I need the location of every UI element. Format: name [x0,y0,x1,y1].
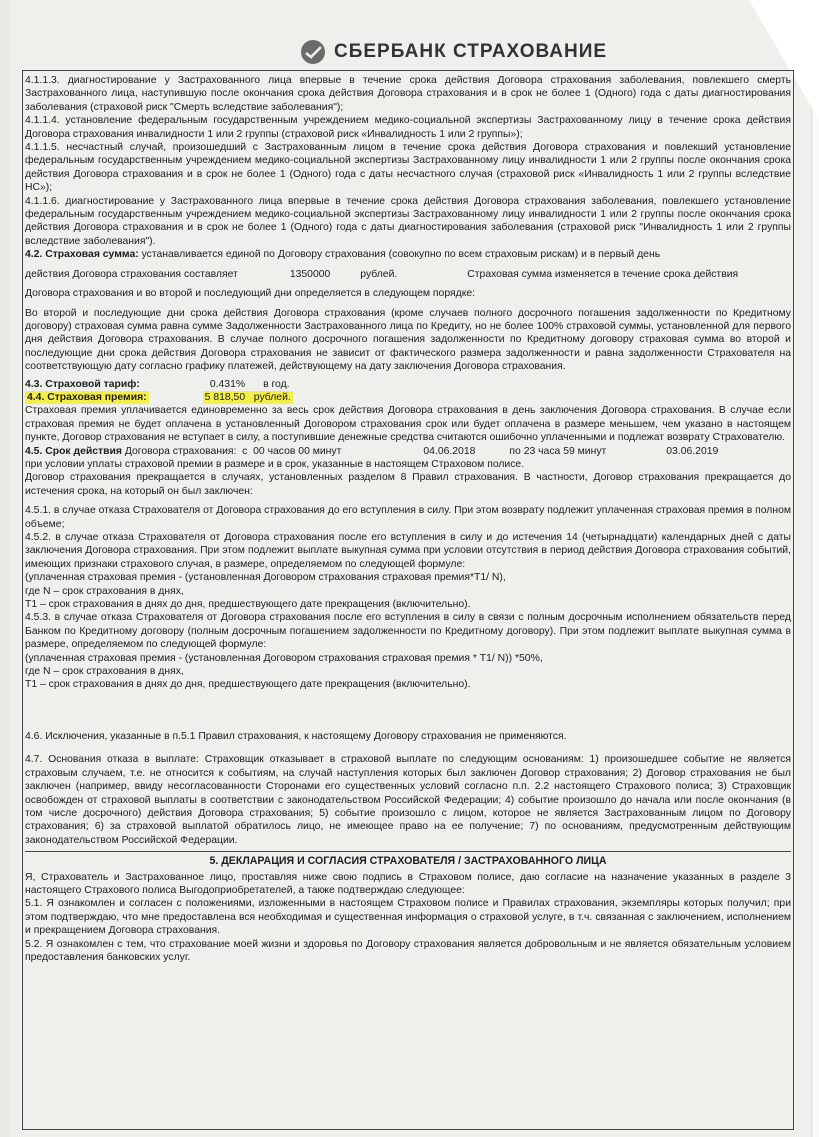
term-from-date: 04.06.2018 [423,445,476,457]
clause-4116: 4.1.1.6. диагностирование у Застрахованного лица впервые в течение срока действия Договора страхования заболевания, повлекшего установление федеральным государственным учреждением медико-социальной экспертизы Застрахованному лицу инвалидности 1 или 2 группы после окончания срока действия Договора страхования и в срок не более 1 (Одного) года с даты диагностирования заболевания (страховой риск "Инвалидность 1 или 2 группы вследствие заболевания"). [25,195,791,247]
sum-intro-line [25,248,791,261]
formula-2-n: где N – срок страхования в днях, [25,666,184,678]
term-to-prefix: по 23 часа 59 минут [509,445,607,457]
sum-line2-a: действия Договора страхования составляет [25,268,238,280]
sum-amount: 1350000 [289,268,331,280]
tariff-line [25,378,791,391]
term-to-date: 03.06.2019 [666,445,719,457]
formula-1-n: где N – срок страхования в днях, [25,585,184,597]
term-label: 4.5. Срок действия [25,445,122,457]
clause-4113: 4.1.1.3. диагностирование у Застрахованного лица впервые в течение срока действия Договора страхования заболевания, повлекшего смерть Застрахованного лица, наступившую после окончания срока действия Договора страхования и в срок не более 1 (Одного) года с даты диагностирования заболевания (страховой риск "Смерть вследствие заболевания"); [25,75,791,113]
formula-1: (уплаченная страховая премия - (установленная Договором страхования страховая премия*T1/ N), [25,572,506,584]
section5-intro: Я, Страхователь и Застрахованное лицо, проставляя ниже свою подпись в Страховом полисе, даю согласие на назначение указанных в разделе 3 настоящего Страхового полиса Выгодоприобретателей, а также подтверждаю следующее: [25,871,791,896]
sum-paragraph: Во второй и последующие дни срока действия Договора страхования (кроме случаев полного досрочного погашения задолженности по Кредитному договору) страховая сумма равна сумме Задолженности Застрахованного лица по Кредиту, но не более 100% страховой суммы, установленной для первого дня действия Договора страхования. В случае полного досрочного погашения задолженности по Кредитному договору страховая сумма во второй и последующие дни срока действия Договора страхования не зависит от фактического размера задолженности и равна задолженности Страхователя на соответствующую дату согласно графику платежей, действующему на дату заключения Договора страхования. [25,307,791,373]
refusal-grounds: 4.7. Основания отказа в выплате: Страховщик отказывает в страховой выплате по следующим основаниям: 1) произошедшее событие не является страховым случаем, т.е. не относится к событиям, на случай наступления которых был заключен Договор страхования; 2) Договор страхования не был заключен (например, ввиду несогласованности Сторонами его существенных условий согласно п.п. 2.2 настоящего Страхового полиса; 3) Страховщик освобожден от страховой выплаты в соответствии с законодательством Российской Федерации; 4) событие произошло до начала или после окончания (в том числе досрочного) действия Договора страхования; 5) событие произошло с лицом, которое не является Застрахованным лицом по Договору страхования; 6) за страховой выплатой обратилось лицо, не имеющее право на ее получение; 7) по основаниям, предусмотренным действующим законодательством Российской Федерации. [25,754,791,846]
premium-line [25,391,791,404]
formula-1-t: T1 – срок страхования в днях до дня, предшествующего дате прекращения (включительно). [25,599,471,611]
sum-intro: устанавливается единой по Договору страхования (совокупно по всем страховым рискам) и в первый день [141,249,661,261]
term-from-time: 00 часов 00 минут [253,445,342,457]
exclusions: 4.6. Исключения, указанные в п.5.1 Правил страхования, к настоящему Договору страхования не применяются. [25,730,567,742]
sum-line3: Договора страхования и во второй и последующий дни определяется в следующем порядке: [25,288,476,300]
clause-451: 4.5.1. в случае отказа Страхователя от Договора страхования до его вступления в силу. При этом возврату подлежит уплаченная страховая премия в полном объеме; [25,505,791,530]
term-from-prefix: с [242,445,248,457]
term-stop: Договор страхования прекращается в случаях, установленных разделом 8 Правил страхования. В частности, Договор страхования прекращается до истечения срока, на который он был заключен: [25,472,791,497]
clause-4114: 4.1.1.4. установление федеральным государственным учреждением медико-социальной экспертизы Застрахованному лицу в течение срока действия Договора страхования инвалидности 1 или 2 группы (страховой риск «Инвалидность 1 или 2 группы»); [25,115,791,140]
clause-51: 5.1. Я ознакомлен и согласен с положениями, изложенными в настоящем Страховом полисе и Правилах страхования, экземпляры которых получил; при этом подтверждаю, что мне предоставлена вся необходимая и существенная информация о страховой услуге, в т.ч. связанная с заключением, исполнением и прекращением Договора страхования. [25,898,791,937]
tariff-label: 4.3. Страховой тариф: [25,378,140,390]
premium-currency: рублей. [253,391,291,403]
premium-paragraph: Страховая премия уплачивается единовременно за весь срок действия Договора страхования в день заключения Договора страхования. В случае если страховая премия не будет оплачена в установленный Договором страхования срок или будет оплачена в размере меньшем, чем указано в настоящем пункте, Договор страхования не вступает в силу, а поступившие денежные средства считаются ошибочно уплаченными и подлежат возврату Страхователю. [25,405,791,444]
sum-label: 4.2. Страховая сумма: [25,249,139,261]
formula-2: (уплаченная страховая премия - (установленная Договором страхования страховая премия * T1/ N)) *50%, [25,652,543,664]
sum-currency: рублей. [360,268,398,280]
clause-4115: 4.1.1.5. несчастный случай, произошедший с Застрахованным лицом в течение срока действия Договора страхования и повлекший установление федеральным государственным учреждением медико-социальной экспертизы Застрахованному лицу инвалидности 1 или 2 группы после окончания срока действия Договора страхования и в срок не более 1 (Одного) года с даты несчастного случая (страховой риск «Инвалидность 1 или 2 группы вследствие НС»); [25,142,791,194]
term-condition: при условии уплаты страховой премии в размере и в срок, указанные в настоящем Страховом полисе. [25,458,525,470]
term-intro: Договора страхования: [124,445,237,457]
document-body [25,74,791,964]
sum-line2-b: Страховая сумма изменяется в течение срока действия [467,268,739,280]
clause-452: 4.5.2. в случае отказа Страхователя от Договора страхования после его вступления в силу и до истечения 14 (четырнадцати) календарных дней с даты заключения Договора страхования. При этом подлежит выплате выкупная сумма при условии отсутствия в период действия Договора страхования событий, имеющих признаки страхового случая, в размере, определяемом по следующей формуле: [25,532,791,570]
section5-title: 5. ДЕКЛАРАЦИЯ И СОГЛАСИЯ СТРАХОВАТЕЛЯ / ЗАСТРАХОВАННОГО ЛИЦА [25,851,791,868]
term-line [25,445,791,458]
formula-2-t: T1 – срок страхования в днях до дня, предшествующего дате прекращения (включительно). [25,679,471,691]
premium-label: 4.4. Страховая премия: [27,391,147,403]
tariff-value: 0.431% [209,378,246,390]
clause-453: 4.5.3. в случае отказа Страхователя от Договора страхования после его вступления в силу в связи с полным досрочным исполнением обязательств перед Банком по Кредитному договору (полным досрочным погашением задолженности по Кредитному договору). При этом подлежит выплате выкупная сумма в размере, определяемом по следующей формуле: [25,612,791,651]
clause-52: 5.2. Я ознакомлен с тем, что страхование моей жизни и здоровья по Договору страхования является добровольным и не является обязательным условием предоставления банковских услуг. [25,938,791,963]
sum-amount-line [25,268,791,281]
sberbank-logo-icon [300,39,326,65]
page-edge [813,0,819,1137]
tariff-unit: в год. [263,378,290,390]
premium-amount: 5 818,50 [204,391,246,403]
brand-name: СБЕРБАНК СТРАХОВАНИЕ [334,41,608,62]
document-header [300,38,607,66]
premium-value [203,391,293,404]
